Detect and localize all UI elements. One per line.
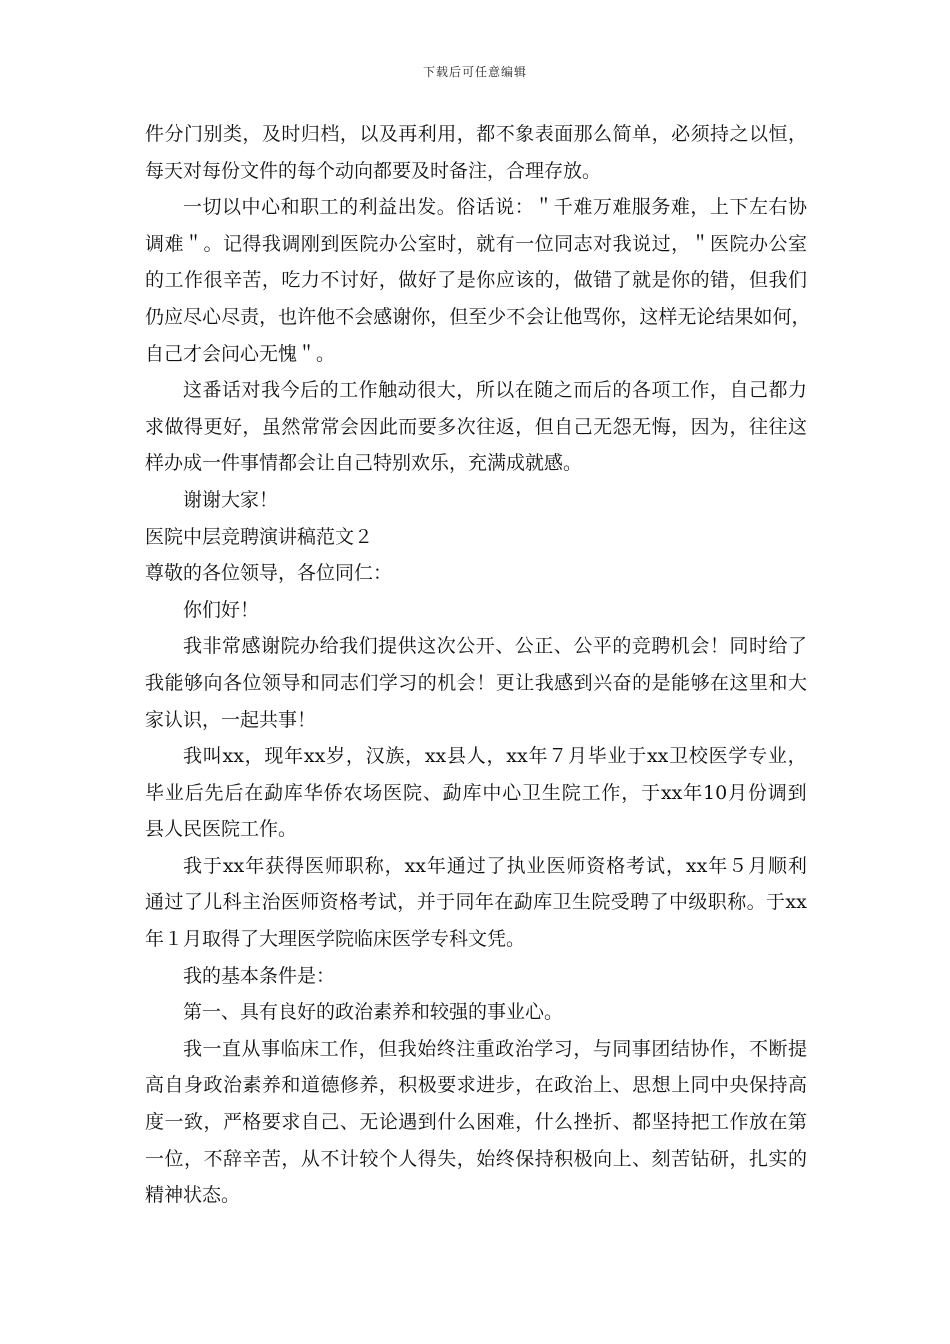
text-line: 求 做 得 更 好 ， 虽 然 常 常 会 因 此 而 要 多 次 往 返 ， 但 自 己 无 怨 无 悔 ， 因 为 ， 往 往 这 [145,415,807,438]
text-line: 高 自 身 政 治 素 养 和 道 德 修 养 ， 积 极 要 求 进 步 ， 在 政 治 上 、 思 想 上 同 中 央 保 持 高 [145,1074,807,1097]
text-line: 我 非 常 感 谢 院 办 给 我 们 提 供 这 次 公 开 、 公 正 、 公 平 的 竞 聘 机 会 ！ 同 时 给 了 [183,635,807,658]
text-line: 一 位 ， 不 辞 辛 苦 ， 从 不 计 较 个 人 得 失 ， 始 终 保 持 积 极 向 上 、 刻 苦 钻 研 ， 扎 实 的 [145,1147,807,1170]
text-line: 你们好！ [183,598,260,621]
text-line: 样办成一件事情都会让自己特别欢乐，充满成就感。 [145,452,583,475]
text-line: 每天对每份文件的每个动向都要及时备注，合理存放。 [145,159,602,182]
text-line: 第一、具有良好的政治素养和较强的事业心。 [183,1001,564,1024]
text-line: 毕 业 后 先 后 在 勐 库 华 侨 农 场 医 院 、 勐 库 中 心 卫 生 院 工 作 ， 于 xx 年 10 月 份 调 到 [145,781,807,804]
section-title: 医院中层竞聘演讲稿范文２ [145,525,374,548]
text-line: 件 分 门 别 类 ， 及 时 归 档 ， 以 及 再 利 用 ， 都 不 象 表 面 那 么 简 单 ， 必 须 持 之 以 恒 ， [145,123,807,145]
document-body [145,116,811,1214]
text-line: 精神状态。 [145,1184,241,1207]
text-line: 谢谢大家！ [183,488,279,511]
text-line: 通 过 了 儿 科 主 治 医 师 资 格 考 试 ， 并 于 同 年 在 勐 库 卫 生 院 受 聘 了 中 级 职 称 。 于 xx [145,891,807,914]
text-line: 我 能 够 向 各 位 领 导 和 同 志 们 学 习 的 机 会 ！ 更 让 我 感 到 兴 奋 的 是 能 够 在 这 里 和 大 [145,671,807,694]
text-line: 这 番 话 对 我 今 后 的 工 作 触 动 很 大 ， 所 以 在 随 之 而 后 的 各 项 工 作 ， 自 己 都 力 [183,379,807,402]
text-line: 家认识，一起共事！ [145,708,317,731]
text-line: 县人民医院工作。 [145,818,298,841]
text-line: 度 一 致 ， 严 格 要 求 自 己 、 无 论 遇 到 什 么 困 难 ， 什 么 挫 折 、 都 坚 持 把 工 作 放 在 第 [145,1111,807,1134]
text-line: 我 于 xx 年 获 得 医 师 职 称 ， xx 年 通 过 了 执 业 医 师 资 格 考 试 ， xx 年 ５ 月 顺 利 [183,854,807,877]
text-line: 我 叫 xx ， 现 年 xx 岁 ， 汉 族 ， xx 县 人 ， xx 年 ７ 月 毕 业 于 xx 卫 校 医 学 专 业 ， [183,745,807,768]
text-line: 调 难 ＂ 。 记 得 我 调 刚 到 医 院 办 公 室 时 ， 就 有 一 位 同 志 对 我 说 过 ， ＂ 医 院 办 公 室 [145,232,807,255]
text-line: 的 工 作 很 辛 苦 ， 吃 力 不 讨 好 ， 做 好 了 是 你 应 该 的 ， 做 错 了 就 是 你 的 错 ， 但 我 们 [145,269,807,292]
page-header: 下载后可任意编辑 [422,65,527,79]
text-line: 一 切 以 中 心 和 职 工 的 利 益 出 发 。 俗 话 说 ： ＂ 千 难 万 难 服 务 难 ， 上 下 左 右 协 [183,196,807,219]
text-line: 年１月取得了大理医学院临床医学专科文凭。 [145,928,526,951]
text-line: 仍 应 尽 心 尽 责 ， 也 许 他 不 会 感 谢 你 ， 但 至 少 不 会 让 他 骂 你 ， 这 样 无 论 结 果 如 何 ， [145,305,811,328]
text-line: 我 一 直 从 事 临 床 工 作 ， 但 我 始 终 注 重 政 治 学 习 ， 与 同 事 团 结 协 作 ， 不 断 提 [183,1037,807,1060]
text-line: 自己才会问心无愧＂。 [145,342,336,365]
salutation: 尊敬的各位领导，各位同仁： [145,562,393,585]
text-line: 我的基本条件是： [183,964,336,987]
